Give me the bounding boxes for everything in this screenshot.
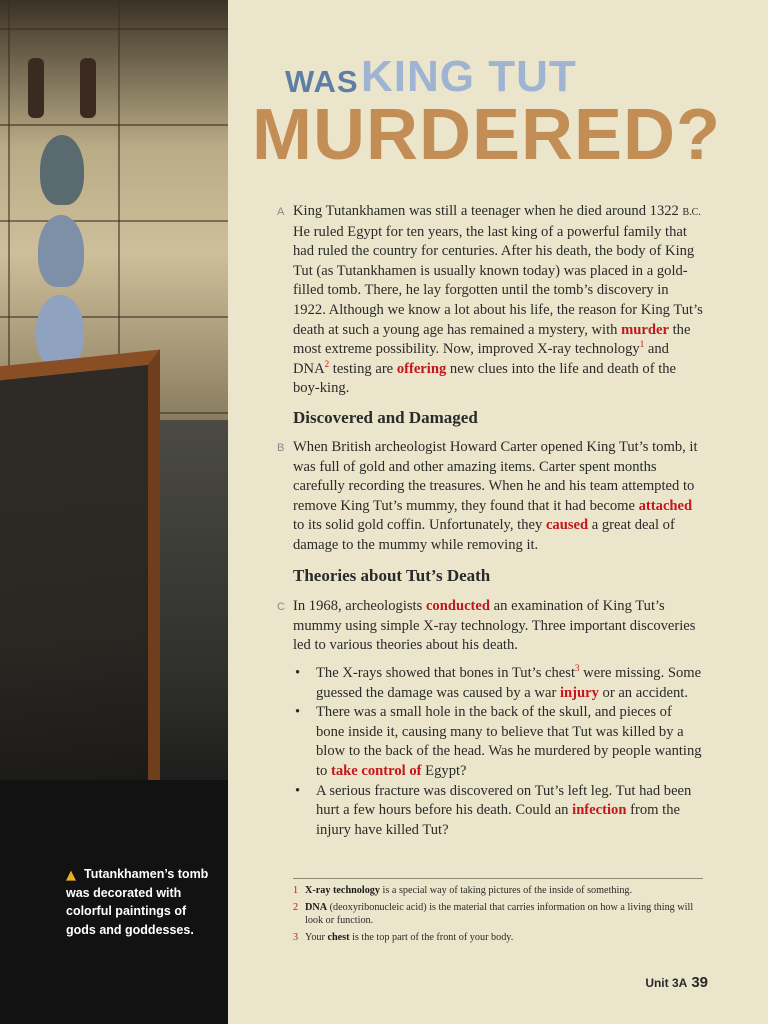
page-footer — [645, 974, 708, 992]
list-item: • There was a small hole in the back of the skull, and pieces of bone inside it, causing many to believe that Tut was killed by a blow to the back of the head. Was he murdered by people wanting to take control of Egypt? — [295, 704, 702, 779]
keyword-infection: infection — [572, 802, 627, 819]
paragraph-letter-b: B — [277, 442, 285, 454]
keyword-offering: offering — [396, 360, 447, 377]
baboon-figure — [38, 215, 84, 287]
title-was: WAS — [285, 64, 359, 99]
title-king-tut: KING TUT — [361, 52, 577, 101]
footnote-divider — [293, 878, 703, 879]
photo-caption: Tutankhamen’s tomb was decorated with colorful paintings of gods and goddesses. — [66, 867, 209, 937]
baboon-figure — [36, 295, 84, 367]
paragraph-letter-c: C — [277, 601, 285, 613]
footnote-ref-1: 1 — [639, 339, 645, 350]
footnote-ref-2: 2 — [324, 358, 330, 369]
bullet-icon: • — [295, 665, 301, 681]
title-murdered: MURDERED? — [252, 95, 721, 175]
human-figure — [80, 58, 96, 118]
section-heading-discovered: Discovered and Damaged — [293, 408, 478, 427]
footnote-2: 2 DNA (deoxyribonucleic acid) is the material that carries information on how a living thing will look or function. — [293, 902, 694, 926]
bullet-icon: • — [295, 782, 301, 799]
footnote-3: 3 Your chest is the top part of the front of your body. — [293, 932, 514, 943]
footnotes — [293, 884, 703, 948]
list-item: • A serious fracture was discovered on Tut’s left leg. Tut had been hurt a few hours before his death. Could an infection from the injury have killed Tut? — [295, 782, 692, 838]
tomb-photo — [0, 0, 228, 1024]
paragraph-letter-a: A — [277, 206, 285, 218]
keyword-take-control-of: take control of — [331, 762, 422, 779]
human-figure — [28, 58, 44, 118]
keyword-caused: caused — [545, 517, 589, 534]
footnote-ref-3: 3 — [575, 663, 580, 674]
section-heading-theories: Theories about Tut’s Death — [293, 566, 491, 585]
paragraph-c: In 1968, archeologists conducted an examination of King Tut’s mummy using simple X-ray technology. Three important discoveries led to various theories about his death. — [293, 598, 696, 654]
baboon-figure — [40, 135, 84, 205]
list-item: • The X-rays showed that bones in Tut’s chest$^3$ were missing. Some guessed the damage was caused by a war injury or an accident. — [295, 663, 702, 701]
keyword-conducted: conducted — [425, 598, 491, 614]
page-number: 39 — [691, 974, 708, 991]
footnote-1: 1 X-ray technology is a special way of taking pictures of the inside of something. — [293, 885, 633, 896]
caret-up-icon: ▲ — [66, 868, 76, 883]
sarcophagus — [0, 349, 160, 810]
keyword-injury: injury — [559, 684, 599, 701]
keyword-attached: attached — [638, 497, 693, 514]
paragraph-b: When British archeologist Howard Carter opened King Tut’s tomb, it was full of gold and other amazing items. Carter spent months carefully recording the treasures. When he and his team attempted to remove King Tut’s mummy, they found that it had become attached to its solid gold coffin. Unfortunately, they caused a great deal of damage to the mummy while removing it. — [293, 439, 698, 553]
keyword-murder: murder — [621, 321, 669, 338]
unit-label: Unit 3A — [645, 976, 688, 990]
paragraph-a: King Tutankhamen was still a teenager when he died around 1322 B.C. He ruled Egypt for ten years, the last king of a powerful family that had ruled the country for centuries. After his death, the body of King Tut (as Tutankhamen is usually known today) was placed in a gold-filled tomb. There, he lay forgotten until the tomb’s discovery in 1922. Although we know a lot about his life, the reason for King Tut’s death at such a young age has remained a mystery, with murder the most extreme possibility. Now, improved X-ray technology$^1$ and DNA$^2$ testing are offering new clues into the life and death of the boy-king. — [293, 203, 703, 397]
bullet-icon: • — [295, 704, 301, 721]
theory-list — [293, 664, 703, 840]
